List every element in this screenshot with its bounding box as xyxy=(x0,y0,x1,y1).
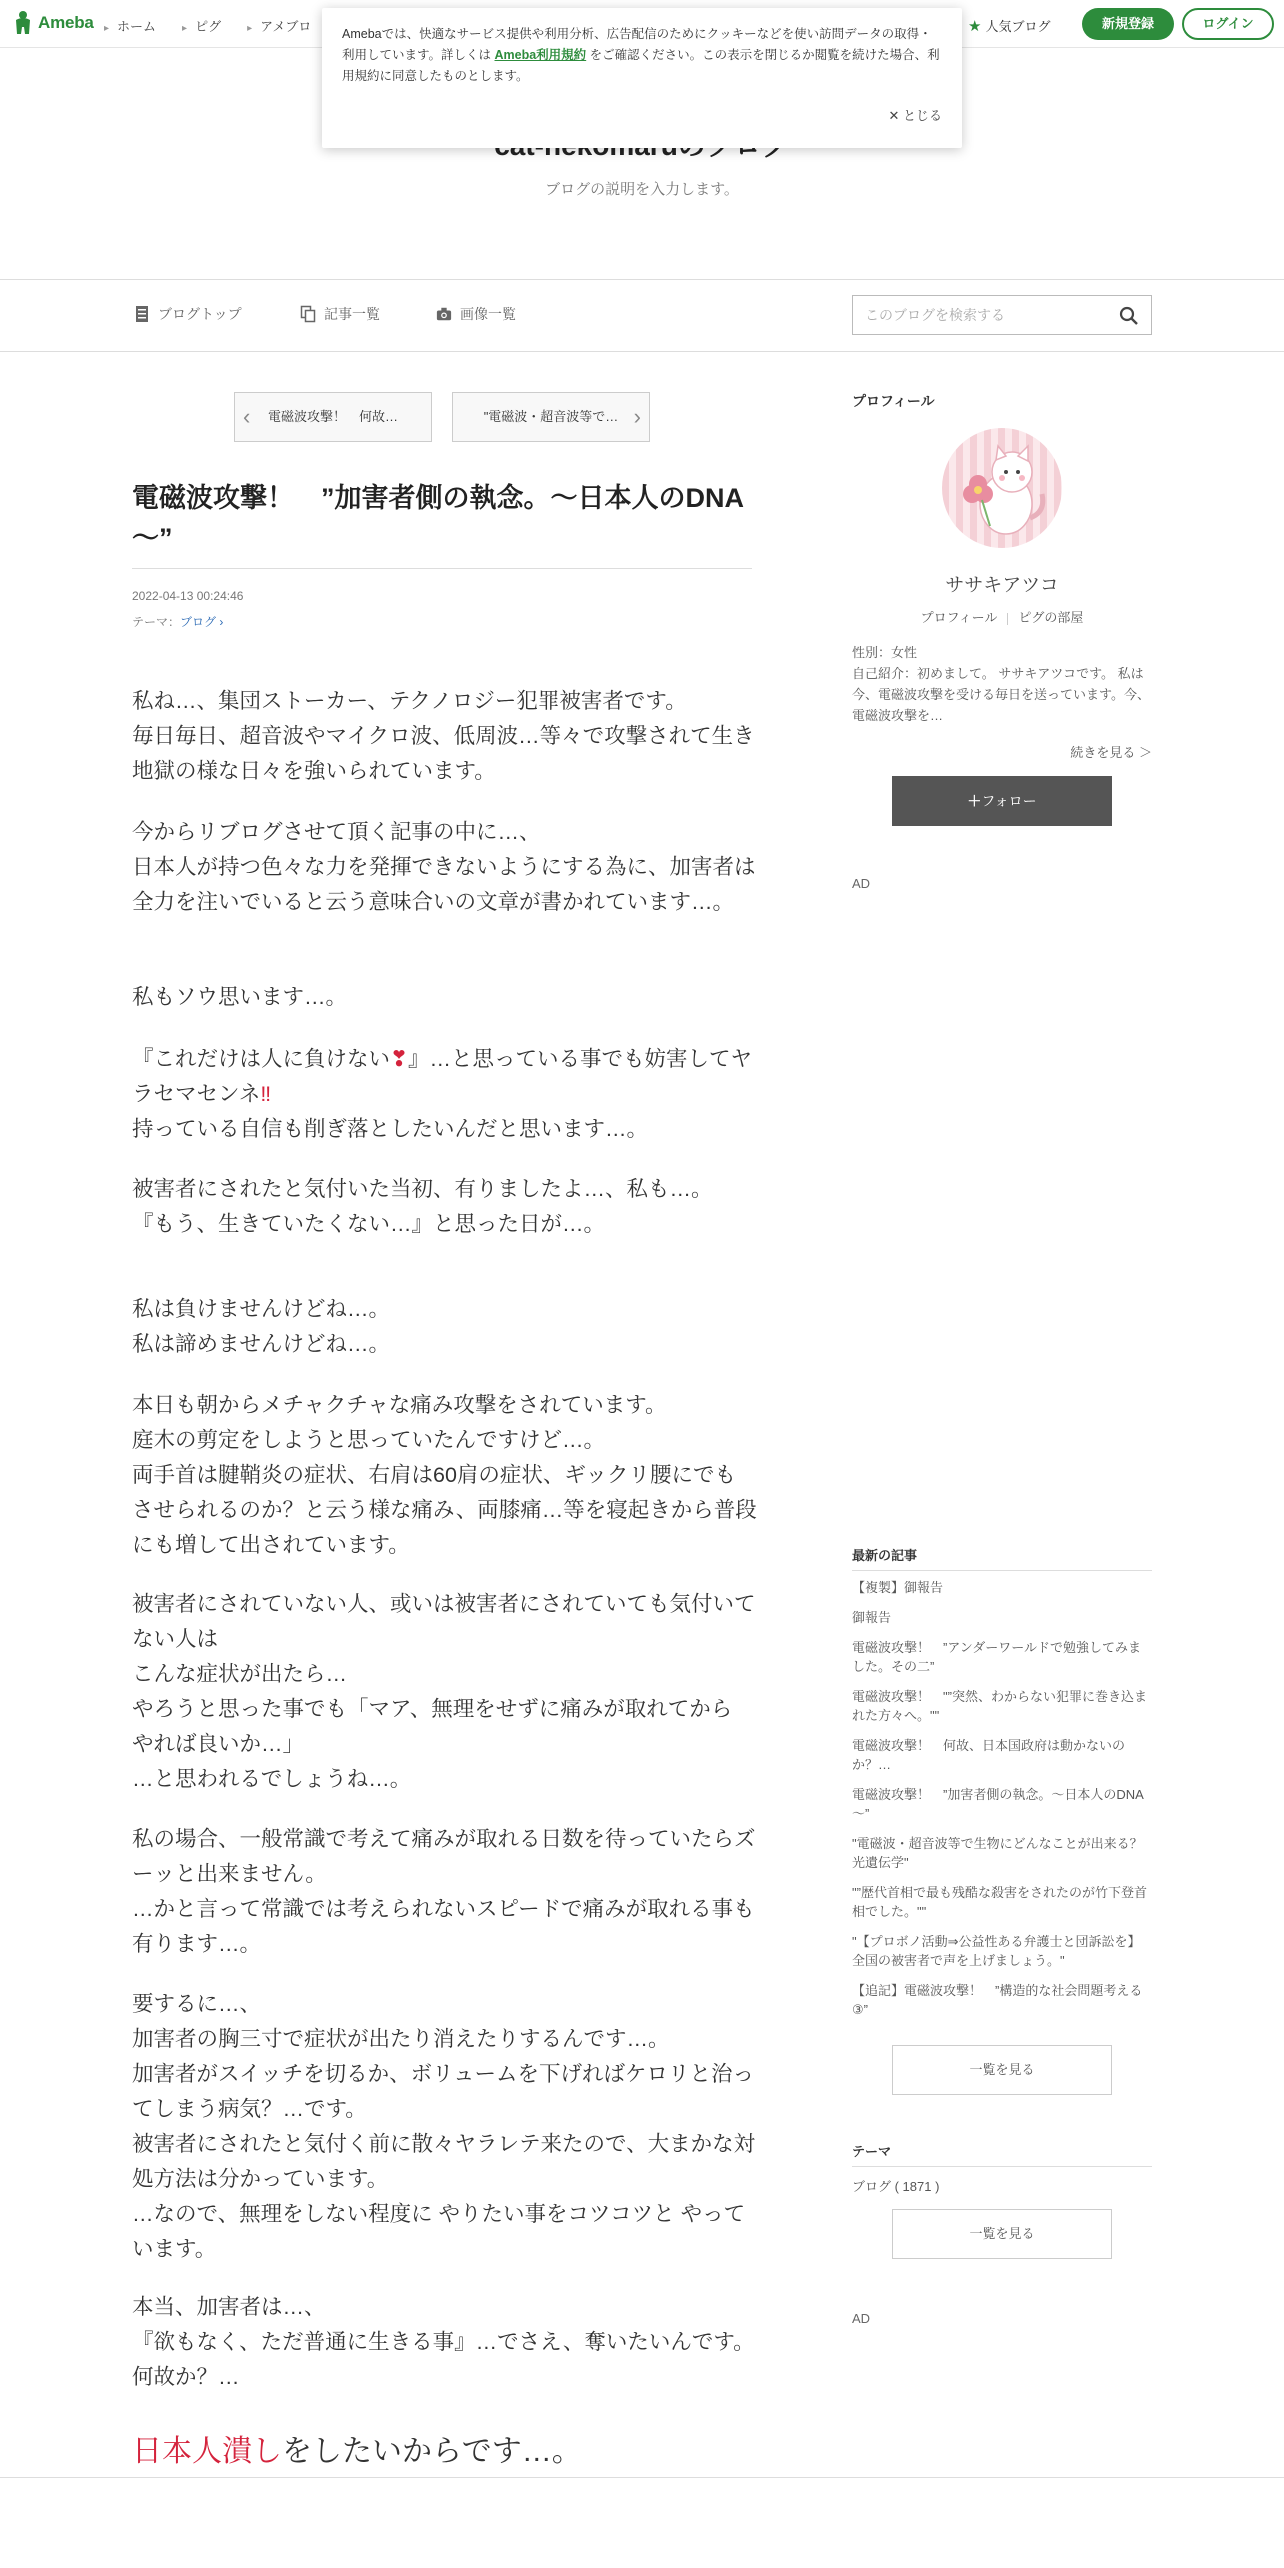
blog-nav-articles-label: 記事一覧 xyxy=(324,306,380,322)
ad-label: AD xyxy=(852,2311,871,2326)
follow-button[interactable] xyxy=(892,776,1112,826)
line: 持っている自信も削ぎ落としたいんだと思います…。 xyxy=(132,1117,649,1141)
line: 要するに…、 xyxy=(132,1992,262,2016)
ameba-logo[interactable] xyxy=(12,10,94,36)
line: 私ね…、集団ストーカー、テクノロジー犯罪被害者です。 xyxy=(132,689,687,713)
latest-article-item[interactable]: 電磁波攻撃！ 何故、日本国政府は動かないのか？… xyxy=(852,1738,1126,1772)
theme-label: テーマ： xyxy=(132,615,181,629)
pigg-room-link[interactable]: ピグの部屋 xyxy=(1018,610,1084,625)
plus-icon: ＋ xyxy=(967,793,982,809)
line: 私もソウ思います…。 xyxy=(132,985,348,1009)
blog-nav-top-label: ブログトップ xyxy=(158,306,242,322)
line: 本日も朝からメチャクチャな痛み攻撃をされています。 xyxy=(132,1393,667,1417)
paragraph-5 xyxy=(132,1172,757,1242)
latest-article-item[interactable]: "電磁波・超音波等で生物にどんなことが出来る？光遺伝学" xyxy=(852,1836,1143,1870)
register-button[interactable]: 新規登録 xyxy=(1082,8,1174,40)
line: 『もう、生きていたくない…』と思った日が…。 xyxy=(132,1212,606,1236)
read-more-link[interactable]: 続きを見る ＞ xyxy=(1070,745,1152,760)
profile-gender: 性別：女性 xyxy=(852,645,918,660)
blog-nav-images[interactable] xyxy=(436,304,516,324)
blog-search-box xyxy=(852,295,1152,335)
blog-nav-top[interactable] xyxy=(134,304,242,324)
line: 私は諦めませんけどね…。 xyxy=(132,1332,391,1356)
line: 何故か？… xyxy=(132,2365,240,2389)
next-article-button[interactable] xyxy=(452,392,650,442)
line: 私の場合、一般常識で考えて痛みが取れる日数を待っていたらズーッと出来ません。 xyxy=(132,1827,756,1886)
divider xyxy=(852,2166,1152,2167)
cookie-consent-popup xyxy=(322,8,962,148)
avatar[interactable] xyxy=(942,428,1062,548)
cookie-text-after: をご確認ください。この表示を閉じるか閲覧を続けた場合、利用規約に同意したものとします。 xyxy=(342,48,940,83)
paragraph-2 xyxy=(132,815,757,920)
profile-heading: プロフィール xyxy=(852,393,935,409)
cookie-text xyxy=(342,24,942,87)
popular-blog-label: 人気ブログ xyxy=(985,19,1051,34)
latest-list-button[interactable]: 一覧を見る xyxy=(892,2045,1112,2095)
line: 日本人が持つ色々な力を発揮できないようにする為に、加害者は全力を注いでいると云う意味合いの文章が書かれています…。 xyxy=(132,855,756,914)
divider xyxy=(132,568,752,569)
blog-search-input[interactable] xyxy=(853,296,1103,334)
login-button[interactable]: ログイン xyxy=(1182,8,1274,40)
article-date: 2022-04-13 00:24:46 xyxy=(132,589,244,603)
camera-icon xyxy=(436,305,452,323)
global-nav xyxy=(104,16,311,35)
article-theme xyxy=(132,613,223,630)
paragraph-7 xyxy=(132,1388,757,1563)
paragraph-1 xyxy=(132,684,757,789)
line: 被害者にされたと気付く前に散々ヤラレテ来たので、大まかな対処方法は分かっています。 xyxy=(132,2132,756,2191)
highlight-text: 日本人潰し xyxy=(132,2435,282,2468)
profile-name[interactable]: ササキアツコ xyxy=(945,575,1059,596)
line: やろうと思った事でも「マア、無理をせずに痛みが取れてから やれば良いか…」 xyxy=(132,1697,733,1756)
line: 加害者の胸三寸で症状が出たり消えたりするんです…。 xyxy=(132,2027,670,2051)
cookie-close-label: とじる xyxy=(902,108,942,123)
heart-icon: ❣ xyxy=(390,1047,409,1071)
nav-pigg[interactable]: ▸ ピグ xyxy=(182,16,221,35)
latest-heading: 最新の記事 xyxy=(852,1548,918,1563)
close-icon: ✕ xyxy=(888,108,900,123)
prev-article-button[interactable] xyxy=(234,392,432,442)
blog-description: ブログの説明を入力します。 xyxy=(545,181,739,198)
line: 両手首は腱鞘炎の症状、右肩は60肩の症状、ギックリ腰にでもさせられるのか？と云う様な痛み、両膝痛…等を寝起きから普段にも増して出されています。 xyxy=(132,1463,757,1557)
cookie-text-before: Amebaでは、快適なサービス提供や利用分析、広告配信のためにクッキーなどを使い訪問データの取得・利用しています。詳しくは xyxy=(342,27,932,62)
line: 私は負けませんけどね…。 xyxy=(132,1297,391,1321)
profile-intro: 自己紹介：初めまして。 ササキアツコです。 私は今、電磁波攻撃を受ける毎日を送っています。今、電磁波攻撃を… xyxy=(852,666,1150,723)
paragraph-9 xyxy=(132,1822,757,1962)
line: 毎日毎日、超音波やマイクロ波、低周波…等々で攻撃されて生き地獄の様な日々を強いられています。 xyxy=(132,724,755,783)
logo-text: Ameba xyxy=(38,13,94,32)
paragraph-6 xyxy=(132,1292,757,1362)
profile-link[interactable]: プロフィール xyxy=(920,610,998,625)
chevron-right-icon: › xyxy=(633,404,641,429)
document-icon xyxy=(134,305,150,323)
text: 』…と思っている事でも妨害してヤラセマセンネ xyxy=(132,1047,753,1106)
divider xyxy=(852,1570,1152,1571)
line: 被害者にされていない人、或いは被害者にされていても気付いてない人は xyxy=(132,1592,756,1651)
divider xyxy=(1007,613,1008,625)
ameba-logo-icon xyxy=(12,10,34,36)
theme-list-button[interactable]: 一覧を見る xyxy=(892,2209,1112,2259)
latest-article-item[interactable]: 【追記】電磁波攻撃！ ”構造的な社会問題考える③” xyxy=(852,1983,1143,2017)
popular-blog-link[interactable] xyxy=(968,16,1050,35)
prev-article-label: 電磁波攻撃！ 何故… xyxy=(267,409,398,424)
paragraph-3 xyxy=(132,980,757,1015)
blog-nav-images-label: 画像一覧 xyxy=(460,306,516,322)
latest-article-item[interactable]: "”歴代首相で最も残酷な殺害をされたのが竹下登首相でした。"" xyxy=(852,1885,1147,1919)
divider xyxy=(0,2477,1284,2478)
line: 『欲もなく、ただ普通に生きる事』…でさえ、奪いたいんです。 xyxy=(132,2330,755,2354)
terms-link[interactable]: Ameba利用規約 xyxy=(494,48,587,62)
latest-article-item[interactable]: 御報告 xyxy=(852,1610,892,1625)
text: をしたいからです…。 xyxy=(282,2435,582,2468)
latest-article-item[interactable]: "【プロボノ活動⇒公益性ある弁護士と団訴訟を】全国の被害者で声を上げましょう。" xyxy=(852,1934,1141,1968)
paragraph-11 xyxy=(132,2290,757,2395)
line: …かと言って常識では考えられないスピードで痛みが取れる事も有ります…。 xyxy=(132,1897,755,1956)
paragraph-10 xyxy=(132,1987,757,2267)
latest-article-item[interactable]: 電磁波攻撃！ ”加害者側の執念。～日本人のDNA～” xyxy=(852,1787,1144,1821)
line: 本当、加害者は…、 xyxy=(132,2295,326,2319)
line: 加害者がスイッチを切るか、ボリュームを下げればケロリと治ってしまう病気？…です。 xyxy=(132,2062,754,2121)
paragraph-12 xyxy=(132,2430,757,2474)
star-icon: ★ xyxy=(968,17,982,35)
latest-articles-list xyxy=(852,1578,1152,2030)
divider xyxy=(0,351,1284,352)
latest-article-item[interactable]: 電磁波攻撃！ "”突然、わからない犯罪に巻き込まれた方々へ。"" xyxy=(852,1689,1147,1723)
cat-avatar-icon xyxy=(942,428,1062,548)
ad-label: AD xyxy=(852,876,871,891)
theme-link[interactable]: ブログ xyxy=(180,615,217,629)
article-title: 電磁波攻撃！ ”加害者側の執念。～日本人のDNA～” xyxy=(132,483,744,553)
line xyxy=(132,1042,757,1112)
nav-home[interactable]: ▸ ホーム xyxy=(104,16,156,35)
divider xyxy=(0,279,1284,280)
line: …と思われるでしょうね…。 xyxy=(132,1767,412,1791)
line: 今からリブログさせて頂く記事の中に…、 xyxy=(132,820,541,844)
line: こんな症状が出たら… xyxy=(132,1662,348,1686)
theme-heading: テーマ xyxy=(852,2144,892,2159)
theme-item[interactable]: ブログ ( 1871 ) xyxy=(852,2179,940,2194)
latest-article-item[interactable]: 【複製】御報告 xyxy=(852,1580,944,1595)
blog-nav-articles[interactable] xyxy=(300,304,380,324)
line: 被害者にされたと気付いた当初、有りましたよ…、私も…。 xyxy=(132,1177,713,1201)
copy-icon xyxy=(300,305,316,323)
profile-info xyxy=(852,642,1152,726)
text: 『これだけは人に負けない xyxy=(132,1047,391,1071)
line: 庭木の剪定をしようと思っていたんですけど…。 xyxy=(132,1428,606,1452)
double-exclamation-icon: ‼ xyxy=(260,1082,272,1106)
chevron-left-icon: ‹ xyxy=(243,404,251,429)
chevron-right-icon: › xyxy=(216,615,224,629)
latest-article-item[interactable]: 電磁波攻撃！ ”アンダーワールドで勉強してみました。その二” xyxy=(852,1640,1142,1674)
nav-ameblo[interactable]: ▸ アメブロ xyxy=(247,16,311,35)
follow-label: フォロー xyxy=(981,793,1037,809)
profile-links xyxy=(852,607,1152,626)
next-article-label: "電磁波・超音波等で… xyxy=(483,409,619,424)
paragraph-4 xyxy=(132,1042,757,1147)
search-icon[interactable] xyxy=(1119,306,1139,326)
cookie-close-button[interactable] xyxy=(888,105,942,124)
line: …なので、無理をしない程度に やりたい事をコツコツと やっています。 xyxy=(132,2202,746,2261)
paragraph-8 xyxy=(132,1587,757,1797)
